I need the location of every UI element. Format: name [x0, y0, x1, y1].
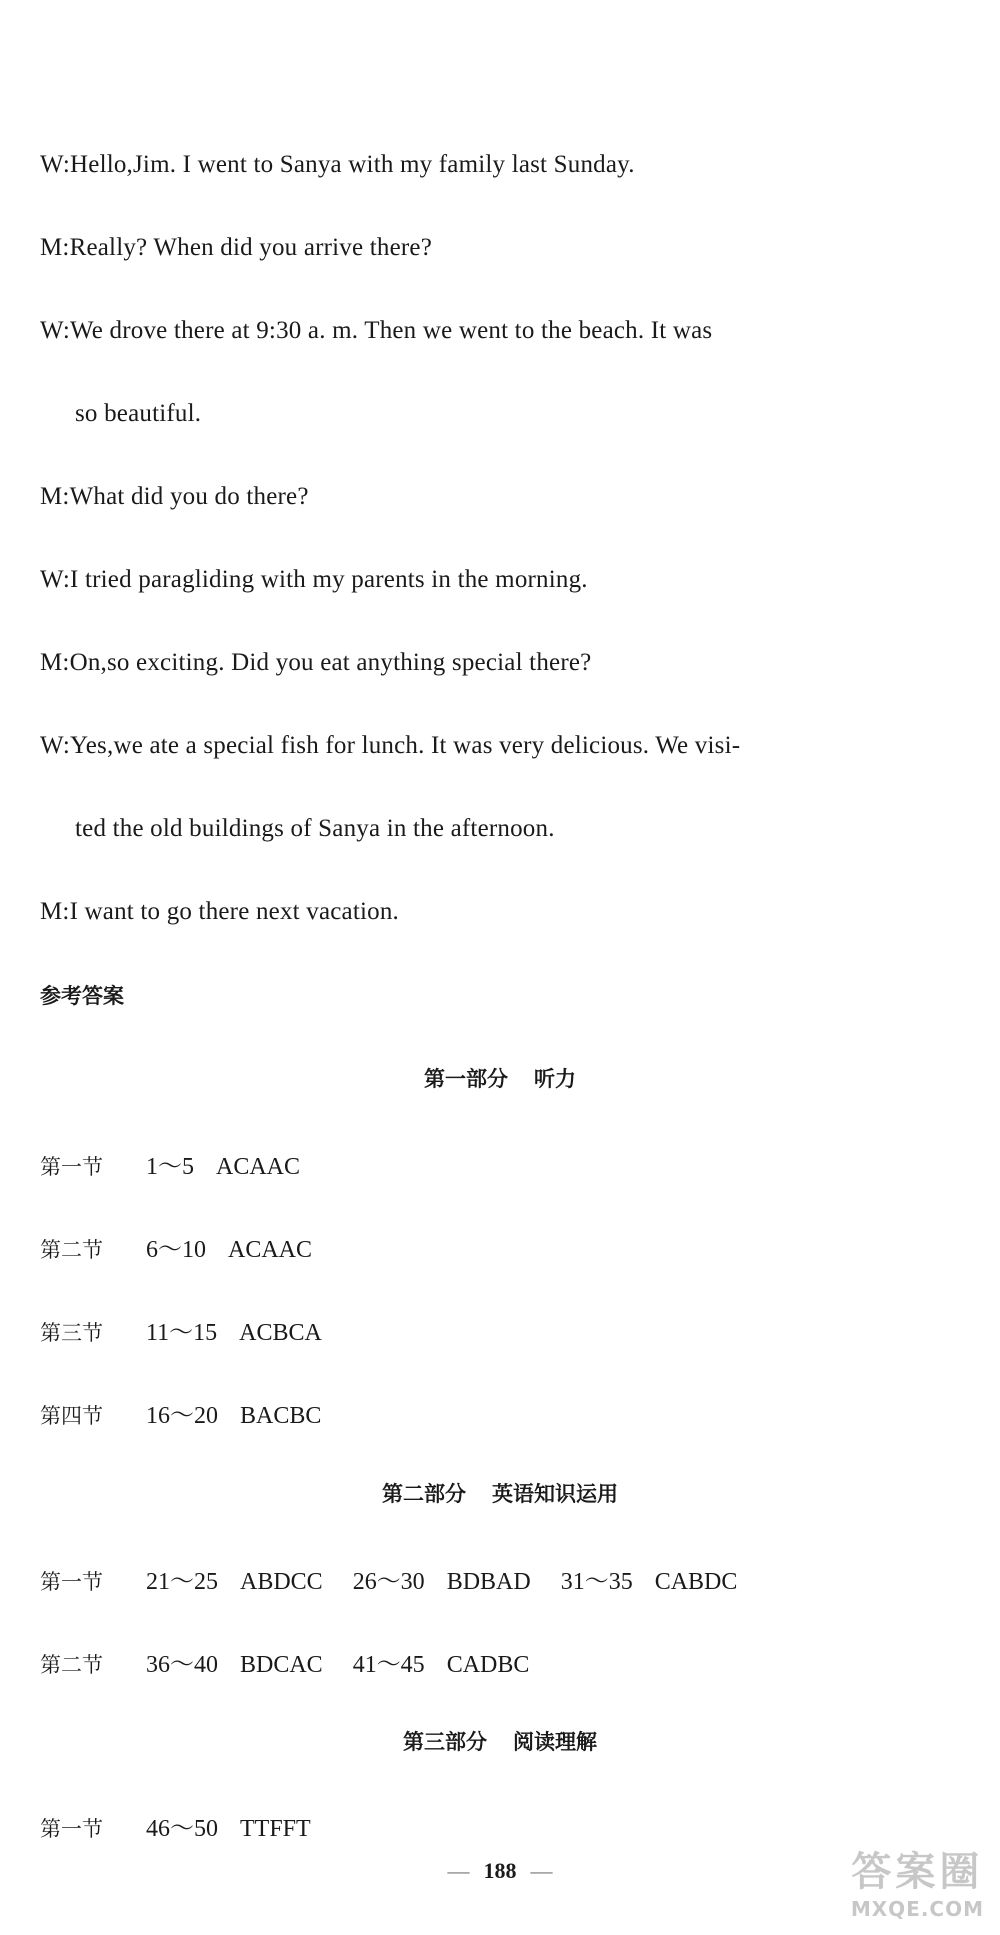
dialogue-line: ted the old buildings of Sanya in the afternoon. — [75, 815, 555, 842]
answer-letters: BDBAD — [446, 1569, 531, 1595]
section-label: 第二节 — [40, 1653, 103, 1677]
dialogue-line: W:We drove there at 9:30 a. m. Then we went to the beach. It was — [40, 317, 713, 344]
page-number: — 188 — — [447, 1858, 553, 1883]
answer-letters: ACBCA — [239, 1320, 322, 1346]
section-label: 第三节 — [40, 1321, 103, 1345]
part3-title — [0, 1726, 1000, 1756]
answer-letters: ABDCC — [240, 1569, 323, 1595]
section-label: 第二节 — [40, 1238, 103, 1262]
watermark-text: 答案圈 — [851, 1849, 984, 1895]
answer-letters: BDCAC — [240, 1652, 323, 1678]
dialogue-line: W:Yes,we ate a special fish for lunch. It was very delicious. We visi- — [40, 732, 741, 759]
dialogue-line: M:On,so exciting. Did you eat anything special there? — [40, 649, 592, 676]
part3-title-name: 阅读理解 — [513, 1730, 597, 1754]
part1-title — [0, 1063, 1000, 1093]
section-label: 第一节 — [40, 1817, 103, 1841]
page-number-value: 188 — [483, 1858, 517, 1883]
section-label: 第一节 — [40, 1155, 103, 1179]
answer-letters: ACAAC — [216, 1154, 301, 1180]
dialogue-line: M:What did you do there? — [40, 483, 309, 510]
watermark-logo — [851, 1840, 984, 1921]
dialogue-line: M:I want to go there next vacation. — [40, 898, 399, 925]
part3-title-number: 第三部分 — [403, 1730, 487, 1754]
question-range: 26～30 — [352, 1569, 425, 1595]
question-range: 41～45 — [352, 1652, 425, 1678]
answer-row — [40, 1808, 335, 1843]
watermark-url: MXQE.COM — [850, 1897, 984, 1921]
question-range: 1～5 — [146, 1154, 194, 1180]
part2-title-number: 第二部分 — [382, 1482, 466, 1506]
part2-title-name: 英语知识运用 — [492, 1482, 618, 1506]
answer-row — [40, 1644, 553, 1679]
answer-letters: CABDC — [654, 1569, 738, 1595]
answer-row — [40, 1395, 345, 1430]
question-range: 46～50 — [146, 1816, 218, 1842]
question-range: 6～10 — [146, 1237, 206, 1263]
question-range: 36～40 — [146, 1652, 218, 1678]
question-range: 11～15 — [146, 1320, 218, 1346]
answer-row — [40, 1561, 761, 1596]
answer-letters: CADBC — [446, 1652, 530, 1678]
section-label: 第四节 — [40, 1404, 103, 1428]
part1-title-number: 第一部分 — [424, 1067, 508, 1091]
question-range: 16～20 — [146, 1403, 218, 1429]
answer-row — [40, 1229, 336, 1264]
question-range: 31～35 — [560, 1569, 633, 1595]
question-range: 21～25 — [146, 1569, 218, 1595]
answers-heading: 参考答案 — [40, 984, 124, 1008]
dialogue-line: W:I tried paragliding with my parents in the morning. — [40, 566, 588, 593]
dialogue-line: W:Hello,Jim. I went to Sanya with my family last Sunday. — [40, 151, 635, 178]
answer-letters: BACBC — [240, 1403, 322, 1429]
part2-title — [0, 1478, 1000, 1508]
answer-row — [40, 1312, 346, 1347]
dialogue-line: M:Really? When did you arrive there? — [40, 234, 433, 261]
part1-title-name: 听力 — [534, 1067, 576, 1091]
dialogue-line: so beautiful. — [75, 400, 202, 427]
section-label: 第一节 — [40, 1570, 103, 1594]
answer-letters: TTFFT — [240, 1816, 311, 1842]
answer-letters: ACAAC — [228, 1237, 313, 1263]
answer-row — [40, 1146, 324, 1181]
